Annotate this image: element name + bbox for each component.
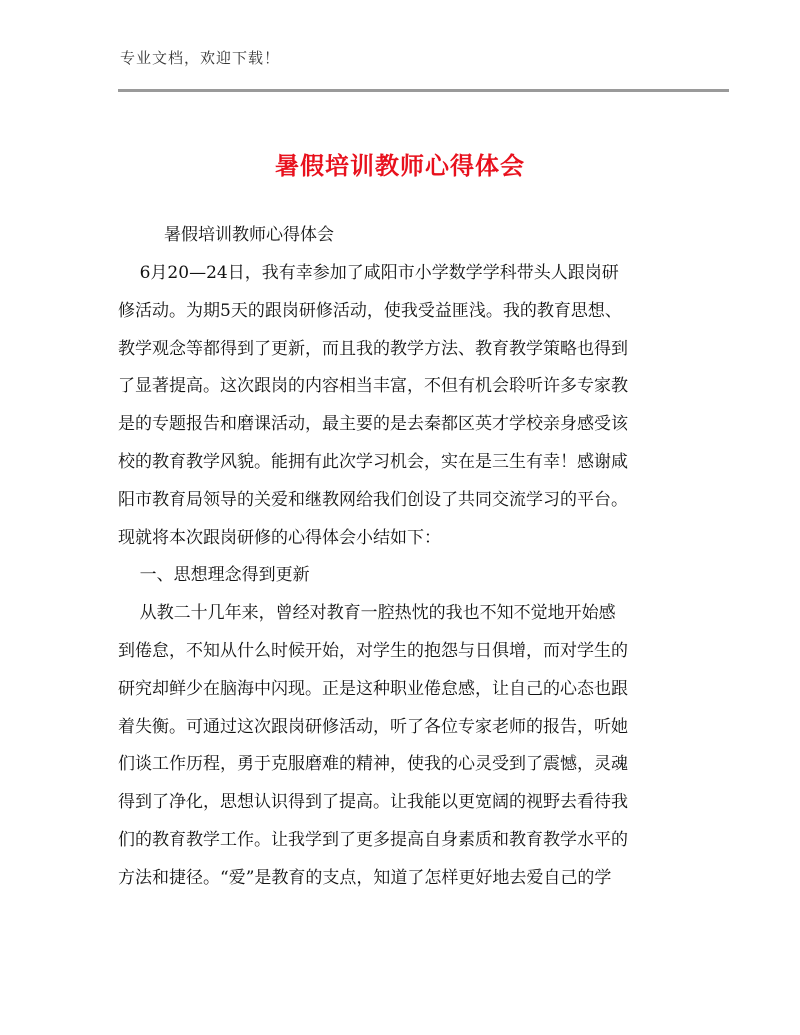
body-line: 到倦怠，不知从什么时候开始，对学生的抱怨与日俱增，而对学生的 [118, 640, 628, 661]
header-text: 专业文档，欢迎下载！ [120, 49, 281, 67]
body-line: 了显著提高。这次跟岗的内容相当丰富，不但有机会聆听许多专家教 [118, 376, 628, 397]
body-line: 现就将本次跟岗研修的心得体会小结如下： [118, 527, 441, 548]
body-line: 修活动。为期5天的跟岗研修活动，使我受益匪浅。我的教育思想、 [118, 300, 622, 321]
document-body [118, 255, 678, 898]
body-line: 6月20—24日，我有幸参加了咸阳市小学数学学科带头人跟岗研 [118, 263, 619, 283]
body-line: 阳市教育局领导的关爱和继教网给我们创设了共同交流学习的平台。 [118, 489, 628, 510]
header-divider [118, 89, 729, 92]
body-line: 研究却鲜少在脑海中闪现。正是这种职业倦怠感，让自己的心态也跟 [118, 678, 628, 699]
document-title: 暑假培训教师心得体会 [275, 152, 525, 180]
body-line: 方法和捷径。“爱”是教育的支点，知道了怎样更好地去爱自己的学 [118, 867, 612, 888]
document-subtitle: 暑假培训教师心得体会 [164, 225, 334, 245]
body-line: 着失衡。可通过这次跟岗研修活动，听了各位专家老师的报告，听她 [118, 716, 628, 737]
section-heading: 一、思想理念得到更新 [118, 565, 310, 586]
body-line: 是的专题报告和磨课活动，最主要的是去秦都区英才学校亲身感受该 [118, 414, 628, 435]
body-line: 教学观念等都得到了更新，而且我的教学方法、教育教学策略也得到 [118, 338, 628, 359]
body-line: 校的教育教学风貌。能拥有此次学习机会，实在是三生有幸！感谢咸 [118, 451, 628, 472]
body-line: 们的教育教学工作。让我学到了更多提高自身素质和教育教学水平的 [118, 829, 628, 850]
body-line: 从教二十几年来，曾经对教育一腔热忱的我也不知不觉地开始感 [118, 603, 616, 624]
body-line: 们谈工作历程，勇于克服磨难的精神，使我的心灵受到了震憾，灵魂 [118, 754, 628, 775]
body-line: 得到了净化，思想认识得到了提高。让我能以更宽阔的视野去看待我 [118, 792, 628, 813]
